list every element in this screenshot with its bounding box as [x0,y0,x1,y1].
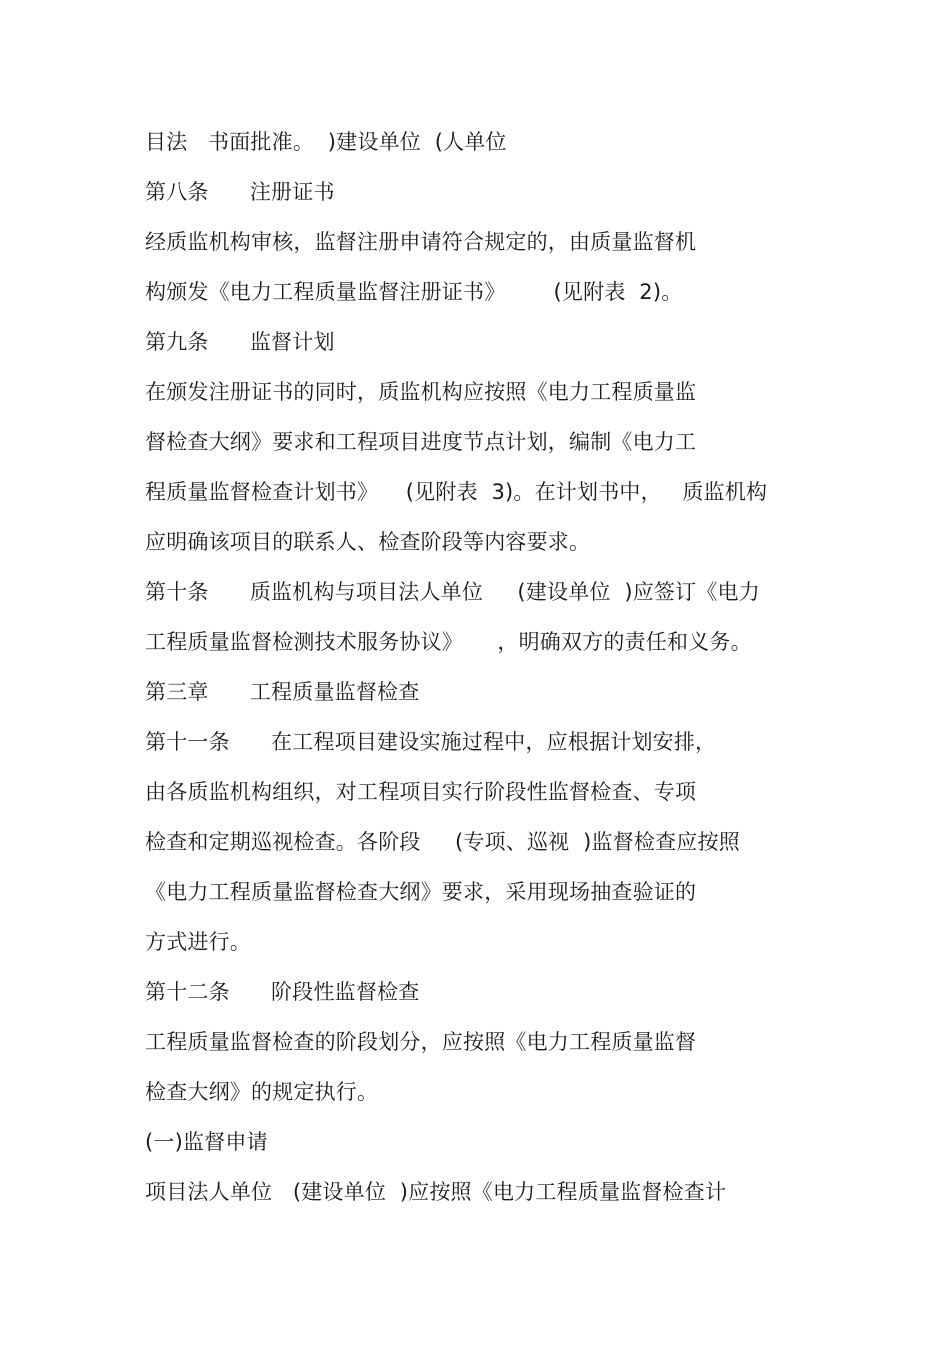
article-heading: 第十二条 阶段性监督检查 [145,980,420,1004]
article-heading: 第八条 注册证书 [145,180,335,204]
text-line: 督检查大纲》要求和工程项目进度节点计划，编制《电力工 [145,430,697,454]
text-line: 目法 书面批准。 )建设单位 (人单位 [145,130,507,154]
text-line: 《电力工程质量监督检查大纲》要求，采用现场抽查验证的 [145,880,697,904]
text-line: 由各质监机构组织，对工程项目实行阶段性监督检查、专项 [145,780,697,804]
text-line: 程质量监督检查计划书》 (见附表 3)。在计划书中， 质监机构 [145,480,768,504]
text-line: 应明确该项目的联系人、检查阶段等内容要求。 [145,530,591,554]
article-heading: 第九条 监督计划 [145,330,335,354]
text-line: 方式进行。 [145,930,251,954]
text-line: 工程质量监督检查的阶段划分，应按照《电力工程质量监督 [145,1030,697,1054]
text-line: 构颁发《电力工程质量监督注册证书》 (见附表 2)。 [145,280,683,304]
text-line: 检查和定期巡视检查。各阶段 (专项、巡视 )监督检查应按照 [145,830,740,854]
chapter-heading: 第三章 工程质量监督检查 [145,680,420,704]
section-heading: (一)监督申请 [145,1130,268,1154]
article-heading: 第十一条 在工程项目建设实施过程中，应根据计划安排， [145,730,717,754]
text-line: 工程质量监督检测技术服务协议》 ，明确双方的责任和义务。 [145,630,752,654]
text-line: 检查大纲》的规定执行。 [145,1080,379,1104]
text-line: 在颁发注册证书的同时，质监机构应按照《电力工程质量监 [145,380,697,404]
text-line: 项目法人单位 (建设单位 )应按照《电力工程质量监督检查计 [145,1180,727,1204]
text-line: 经质监机构审核，监督注册申请符合规定的，由质量监督机 [145,230,697,254]
article-heading: 第十条 质监机构与项目法人单位 (建设单位 )应签订《电力 [145,580,760,604]
